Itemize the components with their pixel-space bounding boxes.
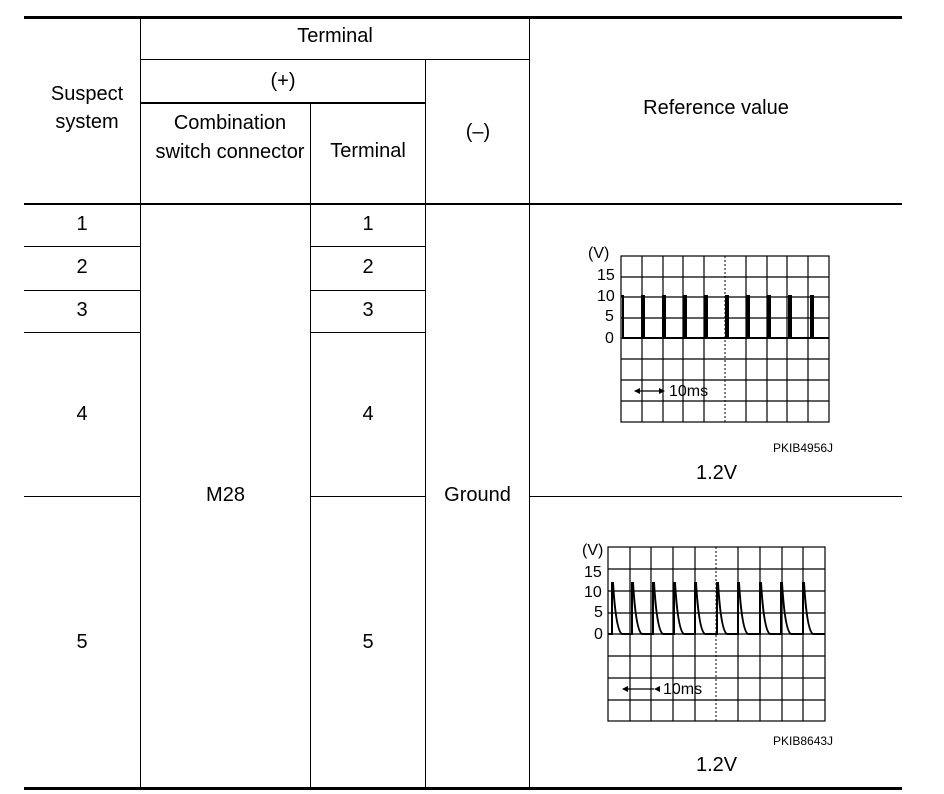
row-rule-4a [24, 496, 141, 497]
waveform-2 [572, 535, 834, 725]
terminal-header-rule [140, 59, 530, 60]
waveform-1-ytick-5: 5 [605, 308, 614, 325]
combination-switch-connector-header: Combination switch connector [155, 112, 305, 163]
row-rule-2b [310, 290, 426, 291]
suspect-system-5: 5 [76, 631, 88, 653]
suspect-system-3: 3 [76, 299, 88, 321]
waveform-1-timebase-arrow [634, 388, 665, 394]
reference-value-header: Reference value [643, 97, 789, 119]
row-rule-2a [24, 290, 141, 291]
row-rule-3b [310, 332, 426, 333]
minus-header: (–) [465, 121, 491, 143]
waveform-2-timebase-arrow [622, 686, 660, 692]
waveform-1-ytick-0: 0 [605, 330, 614, 347]
waveform-2-value: 1.2V [696, 754, 738, 776]
waveform-1-graph [585, 240, 835, 430]
connector-m28: M28 [206, 484, 245, 506]
row-rule-4b [310, 496, 426, 497]
waveform-2-ytick-5: 5 [594, 604, 603, 621]
row-rule-1a [24, 246, 141, 247]
table-bottom-rule [24, 787, 902, 790]
row-rule-3a [24, 332, 141, 333]
suspect-system-1: 1 [76, 213, 88, 235]
col-divider-1 [140, 17, 141, 788]
waveform-1-ytick-10: 10 [597, 288, 615, 305]
terminal-subheader: Terminal [330, 140, 406, 162]
suspect-system-2: 2 [76, 256, 88, 278]
plus-header: (+) [270, 70, 296, 92]
ground-label: Ground [444, 484, 511, 506]
waveform-1 [585, 240, 835, 430]
waveform-2-timebase: 10ms [663, 681, 703, 698]
waveform-1-timebase: 10ms [669, 383, 709, 400]
terminal-1: 1 [362, 213, 374, 235]
waveform-1-ytick-15: 15 [597, 267, 615, 284]
col-divider-3 [425, 60, 426, 788]
suspect-system-header: Suspect system [50, 83, 124, 133]
waveform-1-axis-unit: (V) [588, 245, 610, 262]
suspect-system-4: 4 [76, 403, 88, 425]
terminal-3: 3 [362, 299, 374, 321]
terminal-5: 5 [362, 631, 374, 653]
waveform-2-axis-unit: (V) [582, 542, 604, 559]
waveform-2-code: PKIB8643J [773, 734, 834, 748]
plus-header-rule [140, 102, 426, 104]
header-bottom-rule [24, 203, 902, 205]
waveform-1-value: 1.2V [696, 462, 738, 484]
waveform-2-ytick-0: 0 [594, 626, 603, 643]
terminal-header: Terminal [297, 25, 373, 47]
table-top-rule [24, 16, 902, 19]
waveform-2-ytick-10: 10 [584, 584, 602, 601]
waveform-2-graph [572, 535, 834, 725]
terminal-4: 4 [362, 403, 374, 425]
col-divider-2 [310, 103, 311, 788]
row-rule-4c [529, 496, 902, 497]
terminal-2: 2 [362, 256, 374, 278]
waveform-2-ytick-15: 15 [584, 564, 602, 581]
waveform-1-code: PKIB4956J [773, 441, 834, 455]
row-rule-1b [310, 246, 426, 247]
